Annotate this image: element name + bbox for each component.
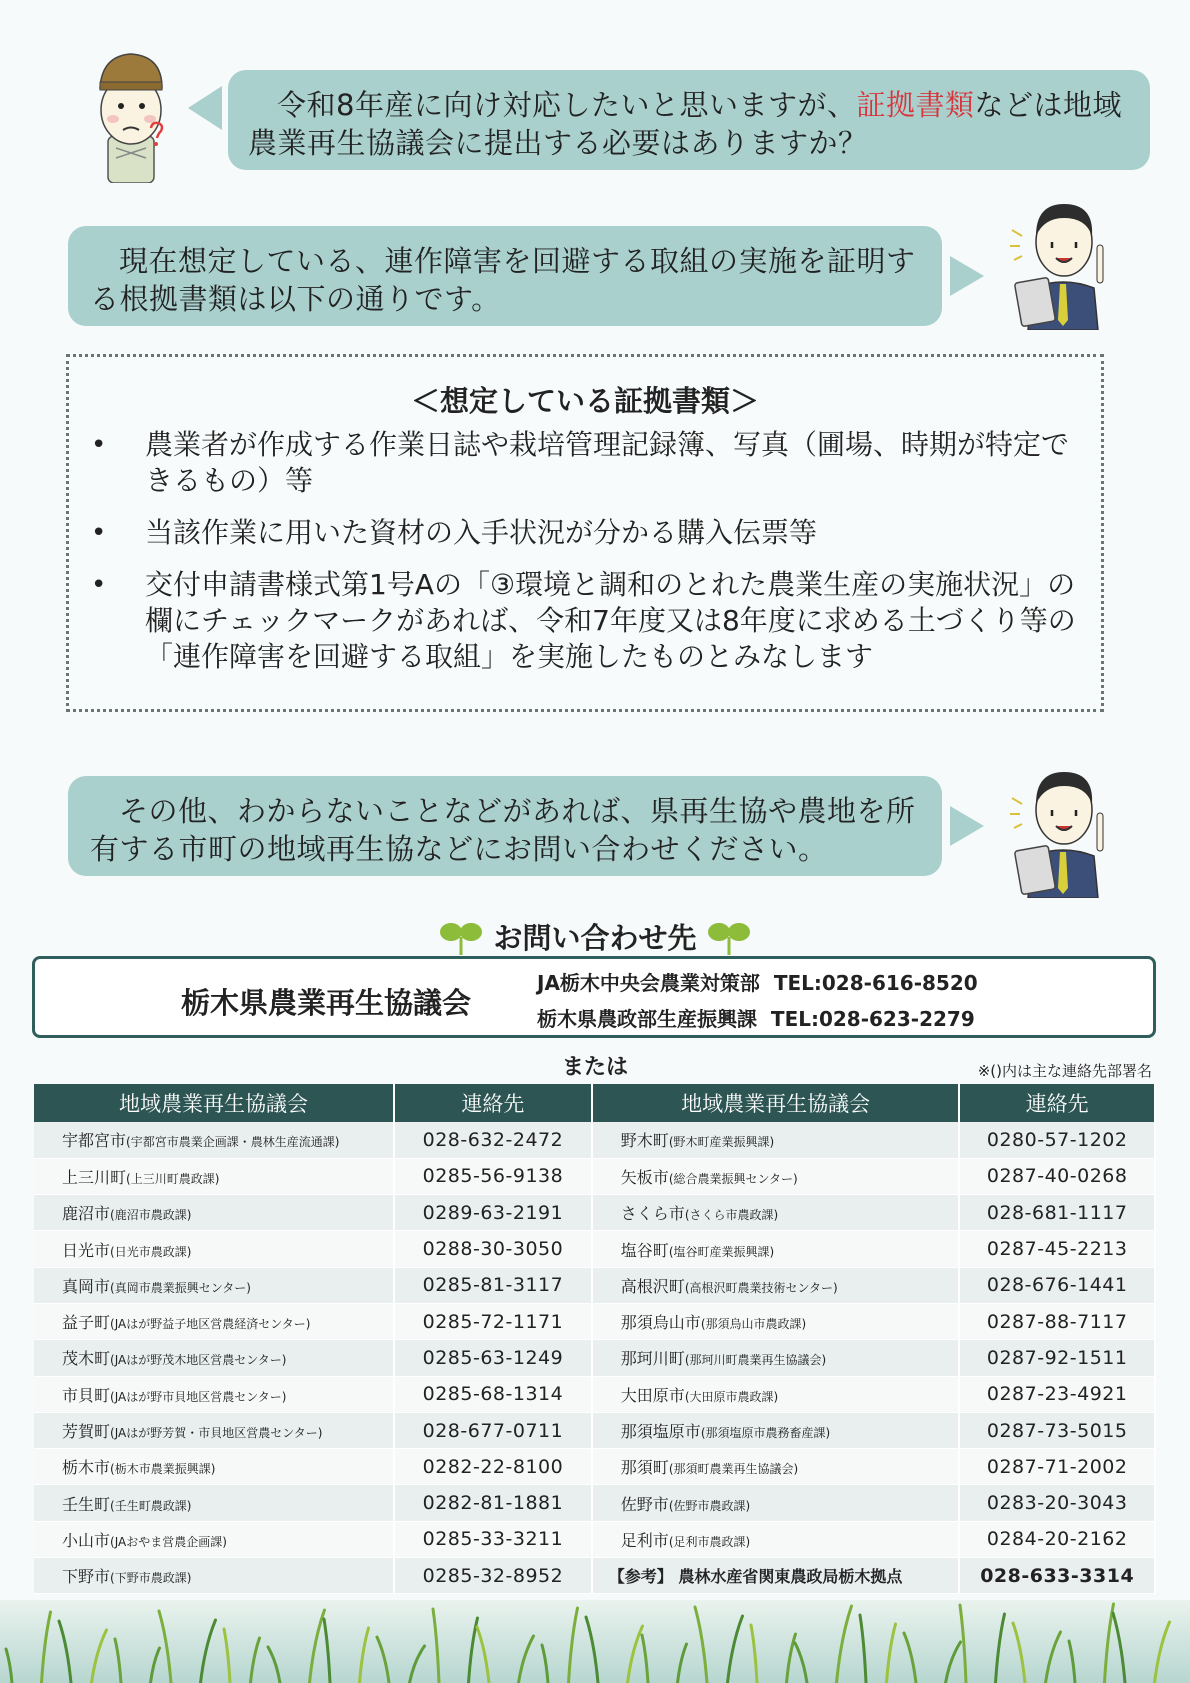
council-dept: (高根沢町農業技術センター) bbox=[684, 1280, 838, 1295]
phone-cell: 0287-45-2213 bbox=[959, 1231, 1155, 1267]
table-row bbox=[34, 1158, 1155, 1194]
grass-decoration bbox=[0, 1600, 1190, 1683]
bullet-icon: • bbox=[91, 430, 107, 460]
council-name-cell bbox=[592, 1158, 960, 1194]
question-text-before: 令和8年産に向け対応したいと思いますが、 bbox=[277, 88, 857, 122]
council-dept: (JAおやま営農企画課) bbox=[110, 1534, 227, 1549]
council-dept: (栃木市農業振興課) bbox=[110, 1462, 216, 1477]
council-name: 那須烏山市 bbox=[620, 1313, 701, 1333]
phone-cell: 028-633-3314 bbox=[959, 1558, 1155, 1594]
farmer-character-icon bbox=[86, 48, 176, 183]
council-dept: (野木町産業振興課) bbox=[668, 1135, 775, 1150]
council-name: 壬生町 bbox=[62, 1494, 111, 1514]
column-header-council: 地域農業再生協議会 bbox=[592, 1084, 960, 1122]
evidence-item bbox=[69, 427, 1081, 499]
question-mark-icon bbox=[146, 120, 168, 148]
council-dept: (壬生町農政課) bbox=[110, 1498, 192, 1513]
council-name-cell bbox=[34, 1376, 394, 1412]
council-name: 栃木市 bbox=[62, 1458, 111, 1478]
question-bubble bbox=[228, 70, 1150, 170]
council-dept: (上三川町農政課) bbox=[126, 1171, 220, 1186]
council-name: 日光市 bbox=[62, 1240, 111, 1260]
table-row bbox=[34, 1376, 1155, 1412]
council-name-cell bbox=[592, 1376, 960, 1412]
sprout-icon bbox=[707, 919, 751, 955]
council-name-cell bbox=[34, 1485, 394, 1521]
phone-cell: 0287-73-5015 bbox=[959, 1412, 1155, 1448]
council-dept: (総合農業振興センター) bbox=[668, 1171, 798, 1186]
phone-cell: 0288-30-3050 bbox=[394, 1231, 592, 1267]
council-name: 宇都宮市 bbox=[62, 1131, 127, 1151]
phone-cell: 0287-71-2002 bbox=[959, 1449, 1155, 1485]
question-highlight: 証拠書類 bbox=[856, 88, 975, 122]
council-dept: (那須町農業再生協議会) bbox=[668, 1462, 799, 1477]
council-name: 真岡市 bbox=[62, 1276, 111, 1296]
prefecture-contact-line: 栃木県農政部生産振興課 TEL:028-623-2279 bbox=[537, 1007, 975, 1031]
phone-cell: 0287-88-7117 bbox=[959, 1303, 1155, 1339]
council-name-cell bbox=[34, 1340, 394, 1376]
bubble-pointer bbox=[950, 256, 984, 296]
table-row bbox=[34, 1340, 1155, 1376]
council-name: 益子町 bbox=[62, 1313, 111, 1333]
council-dept: (下野市農政課) bbox=[110, 1571, 192, 1586]
council-dept: (JAはが野市貝地区営農センター) bbox=[110, 1389, 287, 1404]
answer-2-text: その他、わからないことなどがあれば、県再生協や農地を所有する市町の地域再生協などにお問い合わせください。 bbox=[90, 794, 916, 866]
evidence-item bbox=[69, 515, 1081, 551]
council-name-cell bbox=[34, 1267, 394, 1303]
contact-heading bbox=[0, 916, 1190, 957]
council-name: 茂木町 bbox=[62, 1349, 111, 1369]
council-name: さくら市 bbox=[620, 1204, 685, 1224]
answer-bubble-1 bbox=[68, 226, 942, 326]
council-name-cell bbox=[592, 1485, 960, 1521]
council-name: 野木町 bbox=[620, 1131, 669, 1151]
table-row bbox=[34, 1195, 1155, 1231]
council-dept: (日光市農政課) bbox=[110, 1244, 192, 1259]
evidence-item-text: 農業者が作成する作業日誌や栽培管理記録簿、写真（圃場、時期が特定できるもの）等 bbox=[145, 428, 1070, 497]
phone-cell: 0282-81-1881 bbox=[394, 1485, 592, 1521]
question-text-after: などは地域農業再生協議会に提出する必要はありますか？ bbox=[248, 88, 1122, 160]
phone-cell: 0287-92-1511 bbox=[959, 1340, 1155, 1376]
table-row bbox=[34, 1303, 1155, 1339]
evidence-item-text: 交付申請書様式第1号Aの「③環境と調和のとれた農業生産の実施状況」の欄にチェックマークがあれば、令和7年度又は8年度に求める土づくり等の「連作障害を回避する取組」を実施したものとみなします bbox=[145, 568, 1076, 673]
council-name-cell bbox=[34, 1449, 394, 1485]
table-row bbox=[34, 1231, 1155, 1267]
council-name: 那須町 bbox=[620, 1458, 669, 1478]
regional-contact-table bbox=[34, 1084, 1156, 1594]
council-name-cell bbox=[592, 1303, 960, 1339]
council-name-cell bbox=[592, 1340, 960, 1376]
phone-cell: 0285-33-3211 bbox=[394, 1521, 592, 1557]
table-row bbox=[34, 1122, 1155, 1158]
council-name: 小山市 bbox=[62, 1530, 111, 1550]
phone-cell: 028-677-0711 bbox=[394, 1412, 592, 1448]
column-header-contact: 連絡先 bbox=[394, 1084, 592, 1122]
answer-1-text: 現在想定している、連作障害を回避する取組の実施を証明する根拠書類は以下の通りです。 bbox=[90, 244, 916, 316]
contact-heading-text: お問い合わせ先 bbox=[493, 921, 697, 955]
council-dept: (大田原市農政課) bbox=[684, 1389, 779, 1404]
council-dept: (那須烏山市農政課) bbox=[700, 1317, 807, 1332]
council-dept: (佐野市農政課) bbox=[668, 1498, 751, 1513]
answer-bubble-2 bbox=[68, 776, 942, 876]
council-name-cell bbox=[592, 1521, 960, 1557]
column-header-council: 地域農業再生協議会 bbox=[34, 1084, 394, 1122]
bubble-pointer bbox=[950, 806, 984, 846]
council-dept: (さくら市農政課) bbox=[684, 1208, 779, 1223]
council-name-cell bbox=[34, 1412, 394, 1448]
phone-cell: 0287-40-0268 bbox=[959, 1158, 1155, 1194]
council-name: 下野市 bbox=[62, 1567, 111, 1587]
phone-cell: 028-676-1441 bbox=[959, 1267, 1155, 1303]
council-name-cell bbox=[592, 1412, 960, 1448]
table-header-row bbox=[34, 1084, 1155, 1122]
staff-character-icon bbox=[1008, 758, 1118, 898]
council-name-cell bbox=[34, 1195, 394, 1231]
council-dept: (JAはが野芳賀・市貝地区営農センター) bbox=[110, 1426, 323, 1441]
phone-cell: 0289-63-2191 bbox=[394, 1195, 592, 1231]
council-dept: (鹿沼市農政課) bbox=[110, 1208, 192, 1223]
phone-cell: 0280-57-1202 bbox=[959, 1122, 1155, 1158]
council-dept: (塩谷町産業振興課) bbox=[668, 1244, 775, 1259]
council-name-cell bbox=[592, 1267, 960, 1303]
prefecture-council-name: 栃木県農業再生協議会 bbox=[181, 986, 472, 1020]
council-name: 足利市 bbox=[620, 1530, 669, 1550]
council-name: 大田原市 bbox=[620, 1385, 685, 1405]
table-row bbox=[34, 1485, 1155, 1521]
evidence-list bbox=[69, 427, 1081, 691]
prefecture-contact-line: JA栃木中央会農業対策部 TEL:028-616-8520 bbox=[537, 971, 978, 995]
council-name: 上三川町 bbox=[62, 1167, 127, 1187]
council-name: 那須塩原市 bbox=[620, 1422, 701, 1442]
phone-cell: 028-632-2472 bbox=[394, 1122, 592, 1158]
council-name: 芳賀町 bbox=[62, 1422, 111, 1442]
council-name-cell bbox=[592, 1449, 960, 1485]
council-name-cell bbox=[34, 1122, 394, 1158]
phone-cell: 0285-72-1171 bbox=[394, 1303, 592, 1339]
council-dept: (那珂川町農業再生協議会) bbox=[684, 1353, 827, 1368]
council-dept: (JAはが野茂木地区営農センター) bbox=[110, 1353, 287, 1368]
council-name-cell bbox=[592, 1231, 960, 1267]
council-name-cell bbox=[34, 1303, 394, 1339]
phone-cell: 0283-20-3043 bbox=[959, 1485, 1155, 1521]
council-name-cell bbox=[34, 1521, 394, 1557]
council-name: 市貝町 bbox=[62, 1385, 111, 1405]
council-name-cell bbox=[592, 1122, 960, 1158]
council-name: 矢板市 bbox=[620, 1167, 669, 1187]
council-dept: (宇都宮市農業企画課・農林生産流通課) bbox=[126, 1135, 340, 1150]
council-dept: (足利市農政課) bbox=[668, 1534, 751, 1549]
council-name: 鹿沼市 bbox=[62, 1204, 111, 1224]
prefecture-contact-box bbox=[32, 956, 1156, 1038]
phone-cell: 0285-56-9138 bbox=[394, 1158, 592, 1194]
bubble-pointer bbox=[188, 86, 222, 130]
council-name-cell bbox=[34, 1558, 394, 1594]
phone-cell: 028-681-1117 bbox=[959, 1195, 1155, 1231]
or-label: または bbox=[561, 1055, 628, 1080]
bullet-icon: • bbox=[91, 570, 107, 600]
phone-cell: 0285-32-8952 bbox=[394, 1558, 592, 1594]
council-name: 塩谷町 bbox=[620, 1240, 669, 1260]
council-dept: (JAはが野益子地区営農経済センター) bbox=[110, 1317, 311, 1332]
phone-cell: 0284-20-2162 bbox=[959, 1521, 1155, 1557]
council-name: 佐野市 bbox=[620, 1494, 669, 1514]
council-name: 那珂川町 bbox=[620, 1349, 685, 1369]
council-dept: (真岡市農業振興センター) bbox=[110, 1280, 251, 1295]
evidence-item-text: 当該作業に用いた資材の入手状況が分かる購入伝票等 bbox=[145, 516, 818, 549]
phone-cell: 0285-68-1314 bbox=[394, 1376, 592, 1412]
table-row bbox=[34, 1558, 1155, 1594]
evidence-item bbox=[69, 567, 1081, 675]
council-name-cell bbox=[592, 1195, 960, 1231]
council-name-cell bbox=[34, 1231, 394, 1267]
table-row bbox=[34, 1521, 1155, 1557]
reference-council-cell: 【参考】 農林水産省関東農政局栃木拠点 bbox=[592, 1558, 960, 1594]
table-note: ※()内は主な連絡先部署名 bbox=[977, 1062, 1152, 1080]
phone-cell: 0285-81-3117 bbox=[394, 1267, 592, 1303]
council-name-cell bbox=[34, 1158, 394, 1194]
council-dept: (那須塩原市農務畜産課) bbox=[700, 1426, 831, 1441]
table-row bbox=[34, 1267, 1155, 1303]
phone-cell: 0285-63-1249 bbox=[394, 1340, 592, 1376]
phone-cell: 0282-22-8100 bbox=[394, 1449, 592, 1485]
phone-cell: 0287-23-4921 bbox=[959, 1376, 1155, 1412]
evidence-title: ＜想定している証拠書類＞ bbox=[410, 384, 759, 418]
table-row bbox=[34, 1412, 1155, 1448]
council-name: 高根沢町 bbox=[620, 1276, 685, 1296]
bullet-icon: • bbox=[91, 518, 107, 548]
table-row bbox=[34, 1449, 1155, 1485]
evidence-box bbox=[66, 354, 1104, 712]
staff-character-icon bbox=[1008, 190, 1118, 330]
column-header-contact: 連絡先 bbox=[959, 1084, 1155, 1122]
sprout-icon bbox=[439, 919, 483, 955]
